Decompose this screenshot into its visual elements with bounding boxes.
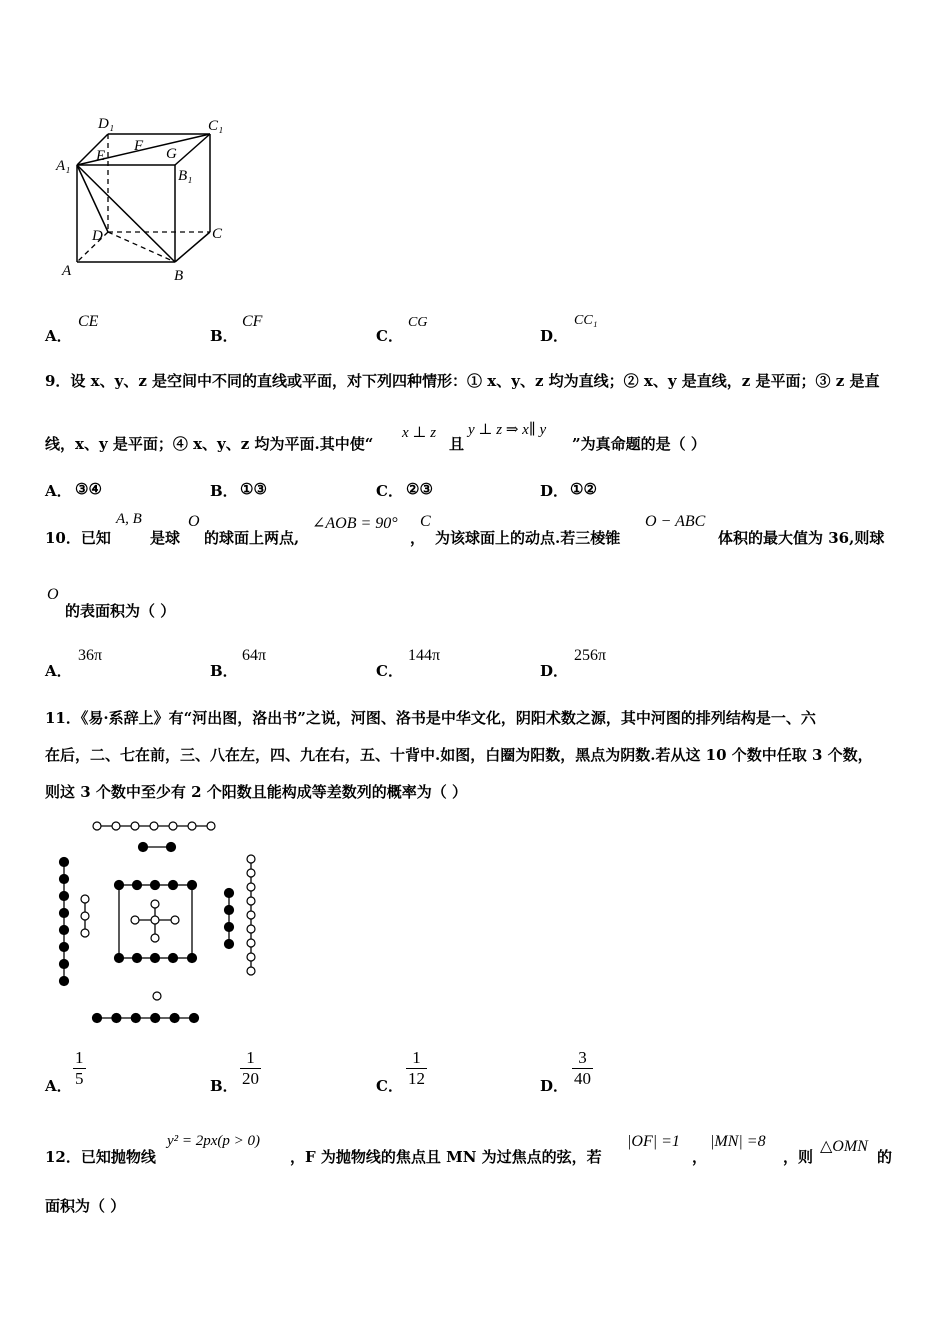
hetu-black-dot — [151, 954, 160, 963]
q9-option-c-value: ②③ — [406, 480, 433, 498]
hetu-black-dot — [115, 881, 124, 890]
hetu-black-dot — [60, 892, 69, 901]
q9-option-c-letter: C． — [376, 482, 403, 500]
label-B: B — [174, 268, 184, 284]
hetu-white-dot — [247, 967, 255, 975]
q9-math-a: x ⊥ z — [402, 425, 437, 441]
hetu-diagram — [40, 812, 280, 1032]
q10-number: 10．已知 — [45, 529, 111, 547]
q10-option-d-value: 256π — [574, 647, 607, 664]
hetu-black-dot — [167, 843, 176, 852]
q10-text5: 的表面积为（ ） — [65, 602, 176, 620]
hetu-black-dot — [133, 954, 142, 963]
q9-line2-post: ”为真命题的是（ ） — [572, 435, 706, 453]
q9-option-d-letter: D． — [540, 482, 569, 500]
hetu-black-dot — [139, 843, 148, 852]
q10-text1: 是球 — [150, 529, 181, 547]
q9-option-b-value: ①③ — [240, 480, 267, 498]
q10-option-b-letter: B． — [210, 662, 238, 680]
q12-math-triangle: △OMN — [820, 1138, 868, 1155]
q8-option-c-value: CG — [408, 315, 428, 330]
q10-math-ab: A, B — [116, 511, 142, 527]
q9-option-a-value: ③④ — [75, 480, 102, 498]
label-A1: A₁ — [56, 158, 71, 174]
q11-line2: 在后，二、七在前，三、八在左，四、九在右，五、十背中.如图，白圈为阳数，黑点为阴数.若从这 10 个数中任取 3 个数， — [45, 746, 873, 764]
q10-text2: 的球面上两点, — [204, 529, 300, 547]
q10-math-o2: O — [47, 586, 59, 603]
label-E: E — [96, 148, 106, 164]
hetu-white-dot — [81, 912, 89, 920]
hetu-black-dot — [60, 977, 69, 986]
hetu-white-dot — [151, 934, 159, 942]
q12-text2: ，F 为抛物线的焦点且 MN 为过焦点的弦，若 — [290, 1148, 602, 1166]
q11-option-c-num: 1 — [412, 1048, 421, 1067]
hetu-white-dot — [153, 992, 161, 1000]
hetu-white-dot — [188, 822, 196, 830]
q10-option-c-letter: C． — [376, 662, 403, 680]
q12-text3: ， — [692, 1148, 708, 1166]
q8-option-b-letter: B． — [210, 327, 238, 345]
cube-figure — [50, 110, 240, 290]
q11-option-c-fraction — [406, 1048, 427, 1089]
hetu-black-dot — [151, 881, 160, 890]
q10-option-b-value: 64π — [242, 647, 267, 664]
q11-option-d-den: 40 — [574, 1069, 591, 1088]
q10-math-c: C — [420, 513, 431, 530]
hetu-white-dot — [150, 822, 158, 830]
hetu-black-dot — [151, 1014, 160, 1023]
q11-option-b-fraction — [240, 1048, 261, 1089]
label-F: F — [134, 138, 144, 154]
hetu-black-dot — [131, 1014, 140, 1023]
q9-option-d-value: ①② — [570, 480, 597, 498]
hetu-black-dot — [112, 1014, 121, 1023]
hetu-black-dot — [60, 875, 69, 884]
label-G: G — [166, 146, 177, 162]
q8-option-c-letter: C． — [376, 327, 403, 345]
hetu-black-dot — [133, 881, 142, 890]
label-C: C — [212, 226, 223, 242]
q9-option-b-letter: B． — [210, 482, 238, 500]
hetu-white-dot — [131, 822, 139, 830]
q11-option-b-num: 1 — [246, 1048, 255, 1067]
hetu-white-dot — [247, 897, 255, 905]
q11-option-a-letter: A． — [45, 1077, 72, 1095]
hetu-white-dot — [247, 855, 255, 863]
hetu-black-dot — [225, 889, 234, 898]
q8-option-d-value: CC₁ — [574, 313, 598, 328]
hetu-white-dot — [247, 925, 255, 933]
q11-line1: 11．《易·系辞上》有“河出图，洛出书”之说，河图、洛书是中华文化，阴阳术数之源，其中河图的排列结构是一、六 — [45, 709, 816, 727]
q11-option-d-num: 3 — [578, 1048, 587, 1067]
q10-math-o: O — [188, 513, 200, 530]
q10-option-c-value: 144π — [408, 647, 441, 664]
q12-math-of: |OF| =1 — [627, 1133, 680, 1150]
hetu-black-dot — [60, 926, 69, 935]
hetu-white-dot — [247, 939, 255, 947]
hetu-white-dot — [151, 916, 159, 924]
q12-line2: 面积为（ ） — [45, 1197, 126, 1215]
q11-option-c-den: 12 — [408, 1069, 425, 1088]
q11-option-a-den: 5 — [75, 1069, 84, 1088]
hetu-black-dot — [60, 909, 69, 918]
hetu-black-dot — [170, 1014, 179, 1023]
hetu-white-dot — [151, 900, 159, 908]
q8-option-b-value: CF — [242, 313, 263, 330]
hetu-white-dot — [207, 822, 215, 830]
hetu-white-dot — [247, 911, 255, 919]
label-C1: C₁ — [208, 118, 224, 134]
label-D: D — [92, 228, 103, 244]
q10-option-a-value: 36π — [78, 647, 103, 664]
hetu-black-dot — [225, 940, 234, 949]
hetu-black-dot — [115, 954, 124, 963]
hetu-black-dot — [188, 881, 197, 890]
q8-option-a-value: CE — [78, 313, 99, 330]
q12-text4: ，则 — [783, 1148, 814, 1166]
q10-comma: ， — [410, 529, 426, 547]
hetu-black-dot — [169, 954, 178, 963]
label-A: A — [62, 263, 72, 279]
hetu-white-dot — [247, 883, 255, 891]
hetu-white-dot — [93, 822, 101, 830]
hetu-white-dot — [247, 953, 255, 961]
hetu-black-dot — [60, 943, 69, 952]
hetu-white-dot — [81, 929, 89, 937]
q9-line2-pre: 线，x、y 是平面；④ x、y、z 均为平面.其中使“ — [45, 435, 374, 453]
q11-option-c-letter: C． — [376, 1077, 403, 1095]
hetu-white-dot — [247, 869, 255, 877]
q9-line1: 9．设 x、y、z 是空间中不同的直线或平面，对下列四种情形：① x、y、z 均为直线；② x、y 是直线，z 是平面；③ z 是直 — [45, 372, 880, 390]
q10-math-angle: ∠AOB = 90° — [312, 515, 398, 532]
q8-option-d-letter: D． — [540, 327, 569, 345]
q11-line3: 则这 3 个数中至少有 2 个阳数且能构成等差数列的概率为（ ） — [45, 783, 467, 801]
q11-option-a-num: 1 — [75, 1048, 84, 1067]
hetu-white-dot — [112, 822, 120, 830]
hetu-black-dot — [169, 881, 178, 890]
q11-option-a-fraction — [73, 1048, 86, 1089]
hetu-white-dot — [169, 822, 177, 830]
hetu-black-dot — [190, 1014, 199, 1023]
q9-mid: 且 — [449, 435, 465, 453]
q9-math-b: y ⊥ z ⇒ x∥ y — [468, 422, 547, 438]
q9-option-a-letter: A． — [45, 482, 72, 500]
q11-option-d-fraction — [572, 1048, 593, 1089]
hetu-black-dot — [60, 960, 69, 969]
q10-math-tetra: O − ABC — [645, 513, 706, 530]
hetu-white-dot — [171, 916, 179, 924]
hetu-black-dot — [93, 1014, 102, 1023]
q8-option-a-letter: A． — [45, 327, 72, 345]
q12-text5: 的 — [877, 1148, 893, 1166]
q11-option-b-den: 20 — [242, 1069, 259, 1088]
label-D1: D₁ — [98, 116, 115, 132]
hetu-white-dot — [81, 895, 89, 903]
hetu-black-dot — [188, 954, 197, 963]
q12-text1: 12．已知抛物线 — [45, 1148, 156, 1166]
q10-text4: 体积的最大值为 36,则球 — [718, 529, 885, 547]
hetu-black-dot — [225, 906, 234, 915]
q11-option-b-letter: B． — [210, 1077, 238, 1095]
q10-text3: 为该球面上的动点.若三棱锥 — [435, 529, 621, 547]
label-B1: B₁ — [178, 168, 193, 184]
hetu-black-dot — [60, 858, 69, 867]
hetu-white-dot — [131, 916, 139, 924]
q12-math-mn: |MN| =8 — [710, 1133, 766, 1150]
q10-option-d-letter: D． — [540, 662, 569, 680]
q12-math-parabola: y² = 2px(p > 0) — [167, 1133, 261, 1149]
hetu-black-dot — [225, 923, 234, 932]
q11-option-d-letter: D． — [540, 1077, 569, 1095]
q10-option-a-letter: A． — [45, 662, 72, 680]
